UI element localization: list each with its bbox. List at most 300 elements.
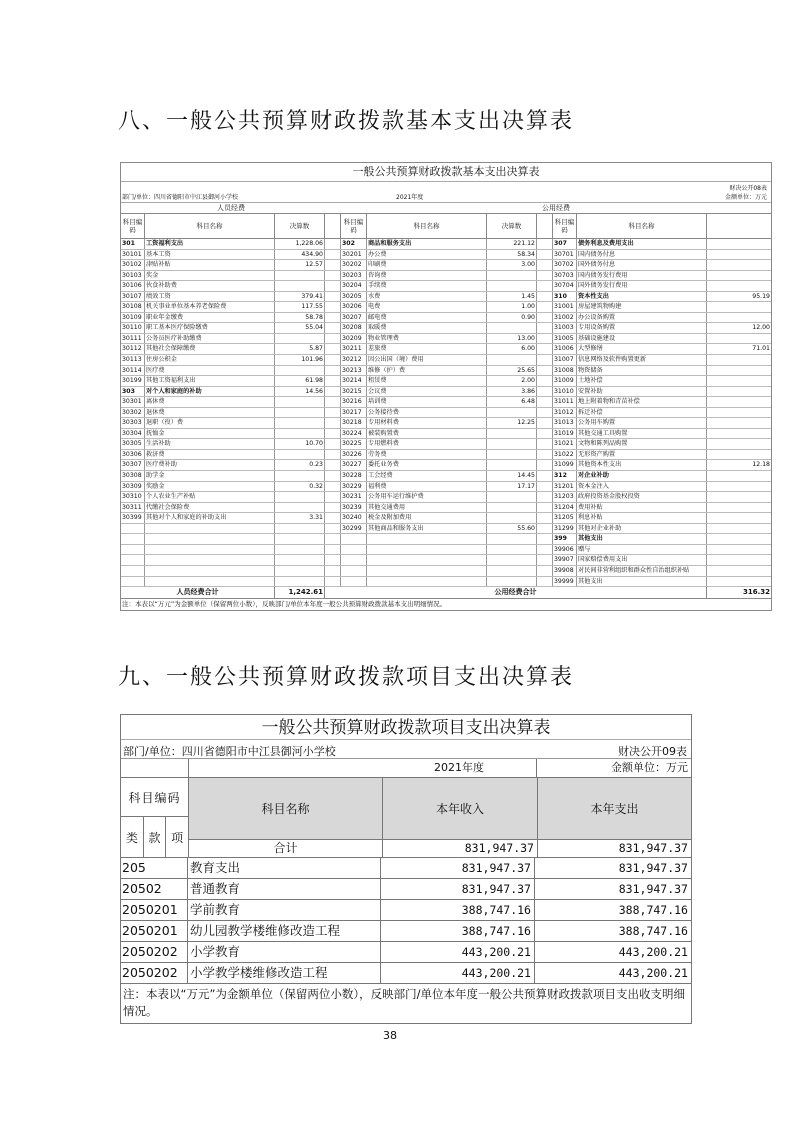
cell-amount (707, 313, 771, 323)
cell-name (367, 566, 487, 576)
cell-amount: 58.34 (487, 250, 537, 260)
cell-name: 无形资产购置 (577, 450, 707, 460)
cell-amount (707, 429, 771, 439)
cell-name: 专用燃料费 (367, 439, 487, 449)
cell-code: 30240 (341, 513, 367, 523)
cell-code (121, 555, 145, 565)
cell-name (145, 555, 275, 565)
cell-code: 30208 (341, 323, 367, 333)
cell-code (121, 566, 145, 576)
table-row (121, 900, 691, 921)
table-row (121, 566, 771, 577)
cell-amount (487, 577, 537, 587)
table-row (121, 555, 771, 566)
cell-amount (487, 450, 537, 460)
cell-name: 国外债务付息 (577, 260, 707, 270)
total-income: 831,947.37 (383, 839, 537, 857)
cell-amount (707, 418, 771, 428)
cell-amount (275, 271, 325, 281)
cell-name: 抚恤金 (145, 429, 275, 439)
cell-code: 30114 (121, 366, 145, 376)
cell-amount: 13.00 (487, 334, 537, 344)
cell-code: 30301 (121, 397, 145, 407)
cell-code: 30399 (121, 513, 145, 523)
cell-code: 2050202 (121, 942, 188, 962)
cell-code: 31005 (553, 334, 577, 344)
cell-amount (487, 323, 537, 333)
cell-code: 30228 (341, 471, 367, 481)
cell-code: 30203 (341, 271, 367, 281)
cell-name: 水费 (367, 292, 487, 302)
table-row (121, 250, 771, 261)
cell-amount (707, 471, 771, 481)
table-row (121, 260, 771, 271)
cell-amount (707, 334, 771, 344)
cell-code: 30702 (553, 260, 577, 270)
cell-code: 31007 (553, 355, 577, 365)
cell-name: 其他对个人和家庭的补助支出 (145, 513, 275, 523)
cell-amount (707, 260, 771, 270)
cell-code: 312 (553, 471, 577, 481)
table-body (121, 858, 691, 984)
col-code: 科目编码 (121, 778, 188, 817)
total-public-label: 公用经费合计 (325, 587, 707, 598)
cell-amount (707, 513, 771, 523)
cell-code: 30213 (341, 366, 367, 376)
cell-name: 办公设备购置 (577, 313, 707, 323)
cell-code: 31021 (553, 439, 577, 449)
cell-amount: 25.65 (487, 366, 537, 376)
cell-code: 205 (121, 858, 188, 878)
cell-amount (707, 492, 771, 502)
totals-row (121, 587, 771, 599)
cell-code: 31201 (553, 482, 577, 492)
cell-amount (707, 302, 771, 312)
column-header (121, 778, 691, 858)
col-name: 科目名称 (189, 778, 382, 839)
cell-amount: 6.48 (487, 397, 537, 407)
cell-name: 文物和陈列品购置 (577, 439, 707, 449)
cell-amount: 58.78 (275, 313, 325, 323)
cell-name (145, 545, 275, 555)
cell-name: 助学金 (145, 471, 275, 481)
table-row (121, 471, 771, 482)
cell-code: 31012 (553, 408, 577, 418)
table-row (121, 513, 771, 524)
unit-label: 金额单位：万元 (724, 194, 767, 201)
cell-amount (707, 439, 771, 449)
cell-code: 30101 (121, 250, 145, 260)
cell-amount: 61.98 (275, 376, 325, 386)
cell-amount (707, 450, 771, 460)
cell-name: 职工基本医疗保险缴费 (145, 323, 275, 333)
table-row (121, 942, 691, 963)
table-row (121, 460, 771, 471)
table-row (121, 408, 771, 419)
total-personnel-label: 人员经费合计 (121, 587, 275, 598)
cell-name: 退休费 (145, 408, 275, 418)
cell-code: 31013 (553, 418, 577, 428)
cell-name: 公务用车运行维护费 (367, 492, 487, 502)
group-public: 公用经费 (542, 204, 570, 212)
cell-code: 31099 (553, 460, 577, 470)
cell-expense: 388,747.16 (618, 924, 688, 938)
cell-name: 资本性支出 (577, 292, 707, 302)
cell-code (121, 545, 145, 555)
cell-amount (487, 408, 537, 418)
cell-name: 利息补贴 (577, 513, 707, 523)
table-row (121, 921, 691, 942)
table-row (121, 239, 771, 250)
cell-name: 机关事业单位基本养老保险费 (145, 302, 275, 312)
cell-amount (707, 555, 771, 565)
column-header (121, 214, 771, 239)
cell-code: 30204 (341, 281, 367, 291)
cell-code: 30305 (121, 439, 145, 449)
cell-name: 伙食补助费 (145, 281, 275, 291)
cell-code: 30111 (121, 334, 145, 344)
cell-name: 工会经费 (367, 471, 487, 481)
cell-code: 31205 (553, 513, 577, 523)
cell-amount: 3.31 (275, 513, 325, 523)
cell-code: 307 (553, 239, 577, 249)
cell-amount: 14.56 (275, 387, 325, 397)
cell-amount: 71.01 (752, 345, 770, 353)
cell-name: 福利费 (367, 482, 487, 492)
cell-amount: 12.00 (752, 324, 770, 332)
cell-code: 30704 (553, 281, 577, 291)
cell-code: 301 (121, 239, 145, 249)
cell-name: 国内债务发行费用 (577, 271, 707, 281)
cell-amount: 12.57 (275, 260, 325, 270)
cell-code: 30206 (341, 302, 367, 312)
year-label: 2021年度 (396, 194, 424, 201)
cell-name: 津贴补贴 (145, 260, 275, 270)
year-label: 2021年度 (382, 759, 537, 777)
cell-amount (275, 334, 325, 344)
cell-name: 物资储备 (577, 366, 707, 376)
cell-code: 30209 (341, 334, 367, 344)
cell-expense: 388,747.16 (618, 903, 688, 917)
cell-code: 31001 (553, 302, 577, 312)
cell-amount (487, 513, 537, 523)
table-row (121, 366, 771, 377)
cell-amount: 0.90 (487, 313, 537, 323)
cell-expense: 831,947.37 (618, 882, 688, 896)
total-personnel-value: 1,242.61 (275, 587, 325, 598)
cell-amount (275, 281, 325, 291)
cell-code (121, 577, 145, 587)
cell-code: 31011 (553, 397, 577, 407)
cell-name: 生活补助 (145, 439, 275, 449)
cell-name: 救济费 (145, 450, 275, 460)
cell-name: 小学教学楼维修改造工程 (188, 963, 381, 983)
cell-code: 30199 (121, 376, 145, 386)
cell-code: 30211 (341, 344, 367, 354)
cell-income: 831,947.37 (381, 858, 535, 878)
cell-amount (707, 281, 771, 291)
cell-amount (275, 524, 325, 534)
table-row (121, 334, 771, 345)
cell-name: 拆迁补偿 (577, 408, 707, 418)
table-row (121, 271, 771, 282)
table-row (121, 439, 771, 450)
cell-code: 30302 (121, 408, 145, 418)
cell-name: 其他支出 (577, 577, 707, 587)
cell-amount (275, 545, 325, 555)
cell-amount (707, 408, 771, 418)
col-expense: 本年支出 (538, 778, 691, 839)
cell-amount (707, 503, 771, 513)
cell-amount (707, 534, 771, 544)
table-row (121, 292, 771, 303)
cell-name: 电费 (367, 302, 487, 312)
col-kuan: 款 (144, 817, 167, 857)
table-meta (121, 740, 691, 759)
form-number: 财决公开08表 (729, 185, 767, 192)
cell-name: 国内债务付息 (577, 250, 707, 260)
cell-name: 大型修缮 (577, 344, 707, 354)
cell-code: 30215 (341, 387, 367, 397)
cell-code: 30202 (341, 260, 367, 270)
cell-amount (487, 281, 537, 291)
cell-name (145, 566, 275, 576)
cell-amount (275, 397, 325, 407)
cell-code: 30703 (553, 271, 577, 281)
cell-amount: 55.04 (275, 323, 325, 333)
cell-name: 其他交通工具购置 (577, 429, 707, 439)
col-name: 科目名称 (145, 214, 275, 238)
col-amount: 决算数 (275, 214, 325, 238)
table-row (121, 524, 771, 535)
cell-code: 30113 (121, 355, 145, 365)
cell-name: 医疗费补助 (145, 460, 275, 470)
table-row (121, 397, 771, 408)
cell-code: 30108 (121, 302, 145, 312)
cell-code (341, 555, 367, 565)
table-row (121, 545, 771, 556)
cell-amount (275, 429, 325, 439)
cell-amount (275, 418, 325, 428)
table-row (121, 577, 771, 588)
table-meta-2 (121, 759, 691, 778)
cell-code: 31022 (553, 450, 577, 460)
group-personnel: 人员经费 (217, 204, 245, 212)
cell-name: 个人农业生产补贴 (145, 492, 275, 502)
cell-name: 专用设备购置 (577, 323, 707, 333)
cell-code: 30205 (341, 292, 367, 302)
cell-amount: 1.00 (487, 302, 537, 312)
table-note: 注：本表以“万元”为金额单位（保留两位小数），反映部门/单位本年度一般公共预算财政拨款项目支出收支明细情况。 (123, 987, 686, 1018)
cell-amount (487, 355, 537, 365)
cell-amount (707, 376, 771, 386)
table-row (121, 344, 771, 355)
cell-name: 国外债务发行费用 (577, 281, 707, 291)
cell-name: 对个人和家庭的补助 (145, 387, 275, 397)
cell-code: 302 (341, 239, 367, 249)
cell-amount (487, 503, 537, 513)
cell-name (367, 577, 487, 587)
cell-amount (275, 408, 325, 418)
total-label: 合计 (189, 839, 382, 857)
cell-amount (487, 429, 537, 439)
cell-amount (487, 545, 537, 555)
cell-code (341, 566, 367, 576)
cell-amount (707, 387, 771, 397)
cell-name: 赠与 (577, 545, 707, 555)
total-expense: 831,947.37 (538, 839, 691, 857)
cell-name: 公务员医疗补助缴费 (145, 334, 275, 344)
cell-name: 学前教育 (188, 900, 381, 920)
table-row (121, 418, 771, 429)
cell-name: 地上附着物和青苗补偿 (577, 397, 707, 407)
table-note: 注：本表以“万元”为金额单位（保留两位小数），反映部门/单位本年度一般公共预算财政拨款基本支出明细情况。 (122, 600, 447, 609)
table-row (121, 858, 691, 879)
cell-name: 会议费 (367, 387, 487, 397)
cell-name: 教育支出 (188, 858, 381, 878)
cell-code: 30106 (121, 281, 145, 291)
cell-name: 其他商品和服务支出 (367, 524, 487, 534)
cell-name: 对企业补助 (577, 471, 707, 481)
cell-code: 399 (553, 534, 577, 544)
cell-code: 39908 (553, 566, 577, 576)
cell-code: 39907 (553, 555, 577, 565)
cell-name: 政府投资基金股权投资 (577, 492, 707, 502)
cell-code: 30308 (121, 471, 145, 481)
cell-code: 30307 (121, 460, 145, 470)
cell-amount (707, 524, 771, 534)
cell-code: 30224 (341, 429, 367, 439)
cell-amount (707, 577, 771, 587)
col-income: 本年收入 (383, 778, 537, 839)
table-title: 一般公共预算财政拨款基本支出决算表 (121, 163, 771, 182)
cell-name: 咨询费 (367, 271, 487, 281)
cell-name: 劳务费 (367, 450, 487, 460)
cell-code: 30311 (121, 503, 145, 513)
table-body (121, 239, 771, 587)
cell-name: 土地补偿 (577, 376, 707, 386)
table-row (121, 534, 771, 545)
cell-code: 30304 (121, 429, 145, 439)
cell-name: 资本金注入 (577, 482, 707, 492)
cell-code: 30212 (341, 355, 367, 365)
cell-code: 30217 (341, 408, 367, 418)
cell-amount (275, 577, 325, 587)
cell-amount (487, 534, 537, 544)
cell-amount (707, 566, 771, 576)
cell-name: 维修（护）费 (367, 366, 487, 376)
cell-amount (275, 534, 325, 544)
table-row (121, 281, 771, 292)
cell-code: 30102 (121, 260, 145, 270)
cell-code: 30309 (121, 482, 145, 492)
cell-amount (707, 271, 771, 281)
cell-name: 代缴社会保险费 (145, 503, 275, 513)
table-row (121, 879, 691, 900)
cell-name: 租赁费 (367, 376, 487, 386)
cell-name (367, 534, 487, 544)
cell-code: 30231 (341, 492, 367, 502)
cell-name: 基础设施建设 (577, 334, 707, 344)
cell-code: 30303 (121, 418, 145, 428)
col-class: 类 (121, 817, 144, 857)
cell-code (341, 545, 367, 555)
cell-amount (487, 439, 537, 449)
cell-name: 工资福利支出 (145, 239, 275, 249)
cell-code: 30112 (121, 344, 145, 354)
cell-income: 388,747.16 (381, 921, 535, 941)
cell-name: 税金及附加费用 (367, 513, 487, 523)
cell-amount: 10.70 (275, 439, 325, 449)
cell-amount: 117.55 (275, 302, 325, 312)
cell-amount: 1.45 (487, 292, 537, 302)
cell-amount: 221.12 (487, 239, 537, 249)
table-row (121, 376, 771, 387)
cell-name: 办公费 (367, 250, 487, 260)
cell-code: 30306 (121, 450, 145, 460)
cell-income: 388,747.16 (381, 900, 535, 920)
cell-code: 30225 (341, 439, 367, 449)
cell-amount: 17.17 (487, 482, 537, 492)
cell-name (367, 555, 487, 565)
cell-amount: 12.18 (752, 461, 770, 469)
cell-name: 费用补贴 (577, 503, 707, 513)
table-row (121, 302, 771, 313)
cell-amount (275, 471, 325, 481)
cell-code: 31002 (553, 313, 577, 323)
col-code: 科目编码 (341, 214, 367, 238)
col-name: 科目名称 (577, 214, 707, 238)
cell-name: 取暖费 (367, 323, 487, 333)
cell-name: 其他资本性支出 (577, 460, 707, 470)
cell-code: 31003 (553, 323, 577, 333)
cell-amount: 6.00 (487, 344, 537, 354)
cell-code: 31204 (553, 503, 577, 513)
cell-name: 奖励金 (145, 482, 275, 492)
cell-name: 其他工资福利支出 (145, 376, 275, 386)
cell-code: 310 (553, 292, 577, 302)
cell-expense: 443,200.21 (618, 945, 688, 959)
cell-amount (707, 239, 771, 249)
table-row (121, 387, 771, 398)
cell-amount (275, 450, 325, 460)
cell-name: 住房公积金 (145, 355, 275, 365)
section-heading-9: 九、一般公共预算财政拨款项目支出决算表 (118, 665, 575, 690)
cell-name: 小学教育 (188, 942, 381, 962)
cell-code: 30110 (121, 323, 145, 333)
basic-expenditure-table (120, 162, 772, 611)
cell-name: 退职（役）费 (145, 418, 275, 428)
cell-amount (487, 460, 537, 470)
cell-amount: 2.00 (487, 376, 537, 386)
cell-name: 离休费 (145, 397, 275, 407)
cell-income: 831,947.37 (381, 879, 535, 899)
cell-code: 30310 (121, 492, 145, 502)
cell-name (145, 524, 275, 534)
cell-name (145, 577, 275, 587)
col-amount: 决算数 (487, 214, 537, 238)
table-row (121, 429, 771, 440)
cell-code: 31203 (553, 492, 577, 502)
cell-amount: 55.60 (487, 524, 537, 534)
cell-amount: 14.45 (487, 471, 537, 481)
cell-code: 30201 (341, 250, 367, 260)
cell-name: 其他支出 (577, 534, 707, 544)
cell-amount (707, 482, 771, 492)
cell-expense: 443,200.21 (618, 966, 688, 980)
cell-amount: 95.19 (752, 292, 770, 300)
table-row (121, 492, 771, 503)
